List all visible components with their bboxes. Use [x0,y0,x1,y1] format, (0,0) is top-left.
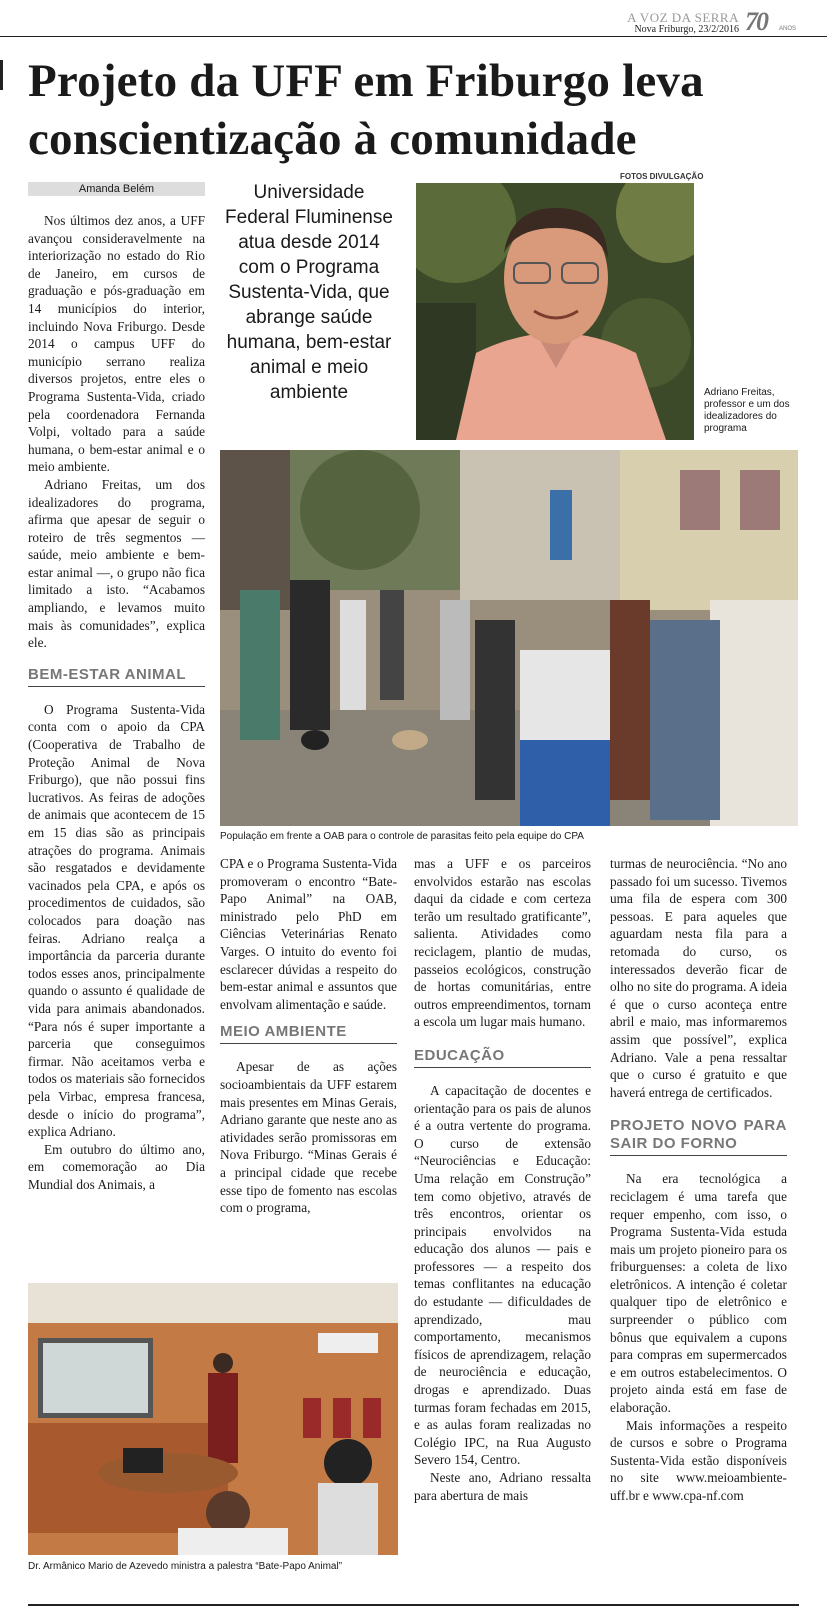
pull-quote: Universidade Federal Fluminense atua desde 2014 com o Programa Sustenta-Vida, que abrange saúde humana, bem-estar animal e meio ambiente [225,182,393,403]
lecture-caption: Dr. Armânico Mario de Azevedo ministra a palestra “Bate-Papo Animal” [28,1561,343,1572]
column-2 [220,855,397,1217]
section-heading-projeto-novo: PROJETO NOVO PARA SAIR DO FORNO [610,1117,787,1156]
paragraph: Na era tecnológica a reciclagem é uma tarefa que requer empenho, com isso, o Programa Sustenta-Vida estuda mais um projeto pioneiro para os friburguenses: a coleta de lixo eletrônicos. A intenção é coletar qualquer tipo de eletrônico e surpreender o público com bônus que equivalem a cupons para compras em supermercados e em outros estabelecimentos. O projeto ainda está em fase de elaboração. [610,1171,787,1416]
crowd-photo-image [220,450,798,826]
portrait-photo-image [416,183,694,440]
paragraph: Em outubro do último ano, em comemoração ao Dia Mundial dos Animais, a [28,1141,205,1192]
paragraph: Mais informações a respeito de cursos e sobre o Programa Sustenta-Vida estão disponíveis no site www.meioambiente-uff.br e www.cpa-nf.com [610,1417,787,1503]
section-heading-meio-ambiente: MEIO AMBIENTE [220,1023,397,1044]
paragraph: turmas de neurociência. “No ano passado foi um sucesso. Tivemos uma fila de espera com 300 pessoas. E para aqueles que aguardam nesta fila para a retomada do curso, os interessados deverão ficar de olho no site do programa. A ideia é que o curso aconteça entre abril e maio, mas informaremos assim que possível”, explica Adriano. Vale a pena ressaltar que o curso é gratuito e que haverá entrega de certificados. [610,856,787,1100]
anniversary-logo-sub: ANOS [779,26,797,32]
portrait-photo [416,183,694,440]
anniversary-logo [741,9,809,35]
anniversary-logo-number: 70 [745,7,767,36]
paragraph: Neste ano, Adriano ressalta para abertura de mais [414,1470,591,1503]
headline: Projeto da UFF em Friburgo leva conscientização à comunidade [28,55,704,165]
paragraph: Nos últimos dez anos, a UFF avançou consideravelmente na interiorização no estado do Rio de Janeiro, em cursos de graduação e pós-graduação em 14 municípios do interior, incluindo Nova Friburgo. Desde 2014 o campus UFF do município serrano realiza diversos projetos, entre eles o Programa Sustenta-Vida, criado pela coordenadora Fernanda Volpi, voltado para a saúde humana, o bem-estar animal e o meio ambiente. [28,213,205,475]
lecture-photo-image [28,1283,398,1555]
section-heading-educacao: EDUCAÇÃO [414,1047,591,1068]
column-4 [610,855,787,1505]
edition-date: Nova Friburgo, 23/2/2016 [634,24,739,35]
column-1 [28,212,205,1193]
column-3 [414,855,591,1504]
author-byline: Amanda Belém [28,182,205,196]
lecture-photo [28,1283,398,1555]
header-rule [0,36,827,37]
page-header [0,8,827,38]
portrait-caption: Adriano Freitas, professor e um dos idealizadores do programa [704,387,790,434]
crowd-photo [220,450,798,826]
paragraph: A capacitação de docentes e orientação para os pais de alunos é a outra vertente do programa. O curso de extensão “Neurociências e Educação: Uma relação em Construção” tem como objetivo, através de três encontros, orientar os principais envolvidos na educação dos alunos — pais e professores — a respeito dos temas conflitantes na educação do estudante — dificuldades de aprendizado, mau comportamento, mecanismos físicos de aprendizagem, relação de neurociência e educação, drogas e aprendizado. Duas turmas foram fechadas em 2015, e as aulas foram realizadas no Colégio IPC, na Rua Augusto Severo 154, Centro. [414,1082,591,1468]
left-margin-mark [0,60,3,90]
crowd-caption: População em frente a OAB para o controle de parasitas feito pela equipe do CPA [220,831,584,842]
paragraph: mas a UFF e os parceiros envolvidos estarão nas escolas daqui da cidade e com certeza terão um resultado gratificante”, salienta. Atividades como reciclagem, plantio de mudas, passeios ecológicos, construção de hortas comunitárias, entre outros empreendimentos, tornam a escola um lugar mais humano. [414,856,591,1030]
photo-credit: FOTOS DIVULGAÇÃO [620,172,704,181]
section-heading-bem-estar: BEM-ESTAR ANIMAL [28,666,205,687]
paragraph: CPA e o Programa Sustenta-Vida promoveram o encontro “Bate-Papo Animal” na OAB, ministrado pelo PhD em Ciências Veterinárias Renato Varges. O intuito do evento foi esclarecer dúvidas a respeito do bem-estar animal e assuntos que envolvam alimentação e saúde. [220,856,397,1012]
paragraph: Apesar de as ações socioambientais da UFF estarem mais presentes em Minas Gerais, Adriano garante que neste ano as atividades serão promissoras em Nova Friburgo. “Minas Gerais é a principal cidade que recebe esse tipo de fomento nas escolas com o programa, [220,1059,397,1216]
paragraph: O Programa Sustenta-Vida conta com o apoio da CPA (Cooperativa de Trabalho de Proteção Animal de Nova Friburgo), que não possui fins lucrativos. As feiras de adoções de animais que acontecem de 15 em 15 dias são as principais atrações do programa. Animais são resgatados e devidamente vacinados pela CPA, e após os procedimentos de cuidados, são colocados para doação nas feiras. Adriano realça a importância da parceria durante todos esses anos, principalmente quando o assunto é qualidade de vida para animais abandonados. “Para nós é super importante a parceria que conseguimos firmar. Não aceitamos verba e todos os materiais são fornecidos pela Virbac, empresa francesa, desde o início do programa”, explica Adriano. [28,701,205,1140]
footer-rule [28,1604,799,1606]
paragraph: Adriano Freitas, um dos idealizadores do programa, afirma que apesar de seguir o roteiro de três segmentos — saúde, meio ambiente e bem-estar animal —, o grupo não fica limitado a isto. “Acabamos ampliando, e levamos muito mais às comunidades”, explica ele. [28,476,205,651]
newspaper-name: A VOZ DA SERRA [627,10,739,25]
